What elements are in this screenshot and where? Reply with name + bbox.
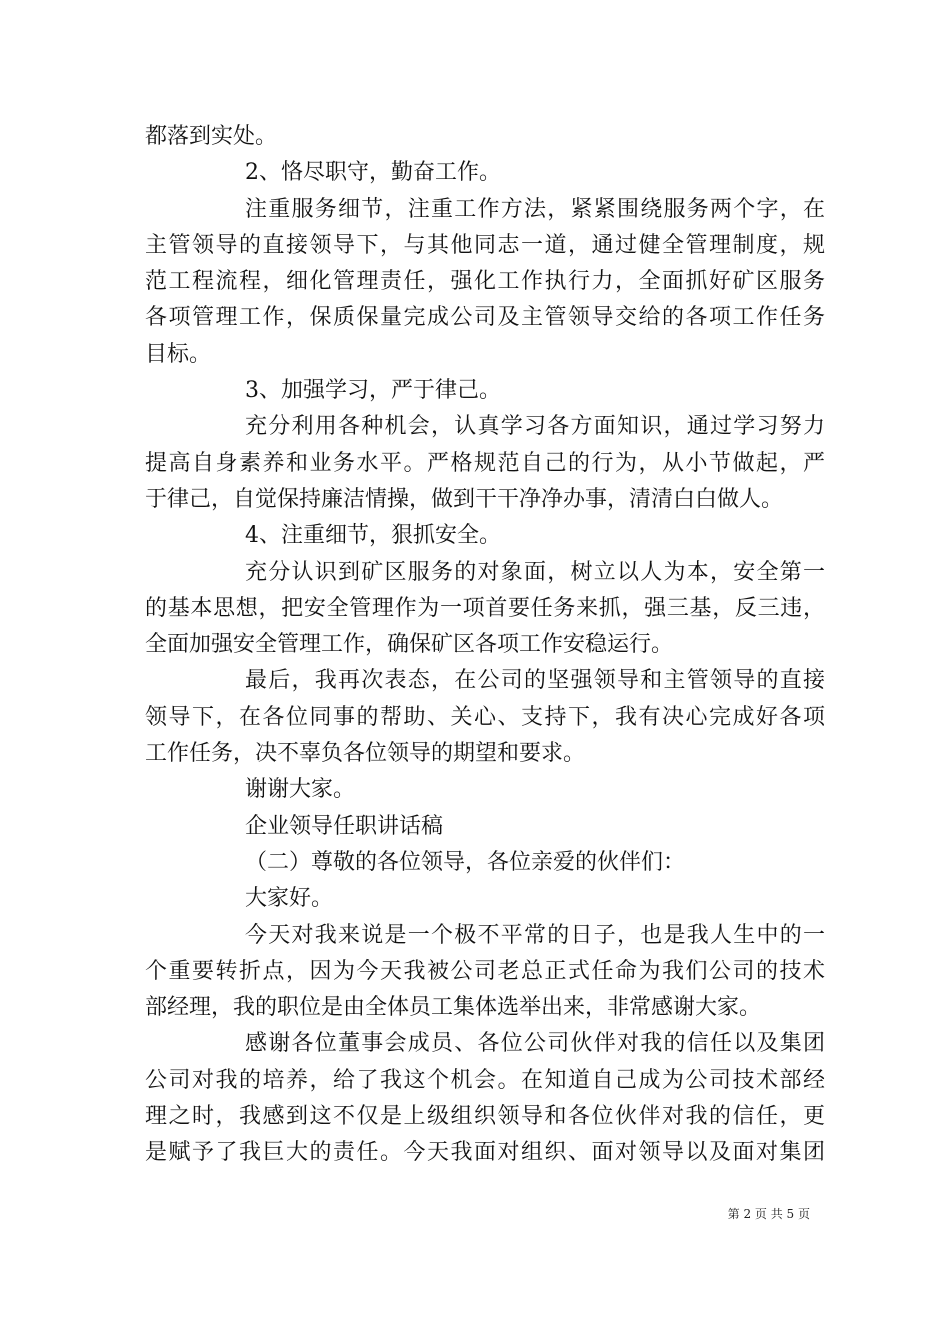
text-line: 各项管理工作，保质保量完成公司及主管领导交给的各项工作任务 [145,305,825,331]
text-line: 于律己，自觉保持廉洁情操，做到干干净净办事，清清白白做人。 [145,486,784,512]
text-line: 谢谢大家。 [245,777,356,803]
text-line: 理之时，我感到这不仅是上级组织领导和各位伙伴对我的信任，更 [145,1104,825,1130]
document-title: 企业领导任职讲话稿 [245,813,444,839]
text-line: 全面加强安全管理工作，确保矿区各项工作安稳运行。 [145,632,674,658]
document-body [145,119,825,1172]
text-line: 范工程流程，细化管理责任，强化工作执行力，全面抓好矿区服务 [145,269,825,295]
text-line: 的基本思想，把安全管理作为一项首要任务来抓，强三基，反三违， [145,595,825,621]
text-line: 领导下，在各位同事的帮助、关心、支持下，我有决心完成好各项 [145,704,825,730]
section-heading: 3、加强学习，严于律己。 [245,378,501,404]
text-line: 公司对我的培养，给了我这个机会。在知道自己成为公司技术部经 [145,1067,825,1093]
text-line: 充分利用各种机会，认真学习各方面知识，通过学习努力 [245,414,825,440]
text-line: 感谢各位董事会成员、各位公司伙伴对我的信任以及集团 [245,1031,825,1057]
text-line: 都落到实处。 [145,124,278,149]
text-line: 今天对我来说是一个极不平常的日子，也是我人生中的一 [245,922,825,948]
text-line: 部经理，我的职位是由全体员工集体选举出来，非常感谢大家。 [145,995,762,1021]
text-line: 最后，我再次表态，在公司的坚强领导和主管领导的直接 [245,668,825,694]
text-line: 个重要转折点，因为今天我被公司老总正式任命为我们公司的技术 [145,958,825,984]
page-number: 第 2 页 共 5 页 [727,1207,810,1221]
salutation: （二）尊敬的各位领导，各位亲爱的伙伴们： [245,849,686,875]
greeting: 大家好。 [245,886,334,912]
text-line: 主管领导的直接领导下，与其他同志一道，通过健全管理制度，规 [145,232,825,258]
text-line: 是赋予了我巨大的责任。今天我面对组织、面对领导以及面对集团 [145,1140,825,1166]
text-line: 目标。 [145,341,212,367]
text-line: 工作任务，决不辜负各位领导的期望和要求。 [145,741,586,767]
section-heading: 4、注重细节，狠抓安全。 [245,523,501,549]
text-line: 提高自身素养和业务水平。严格规范自己的行为，从小节做起，严 [145,450,825,476]
section-heading: 2、恪尽职守，勤奋工作。 [245,160,501,186]
text-line: 充分认识到矿区服务的对象面，树立以人为本，安全第一 [245,559,825,585]
text-line: 注重服务细节，注重工作方法，紧紧围绕服务两个字，在 [245,196,825,222]
